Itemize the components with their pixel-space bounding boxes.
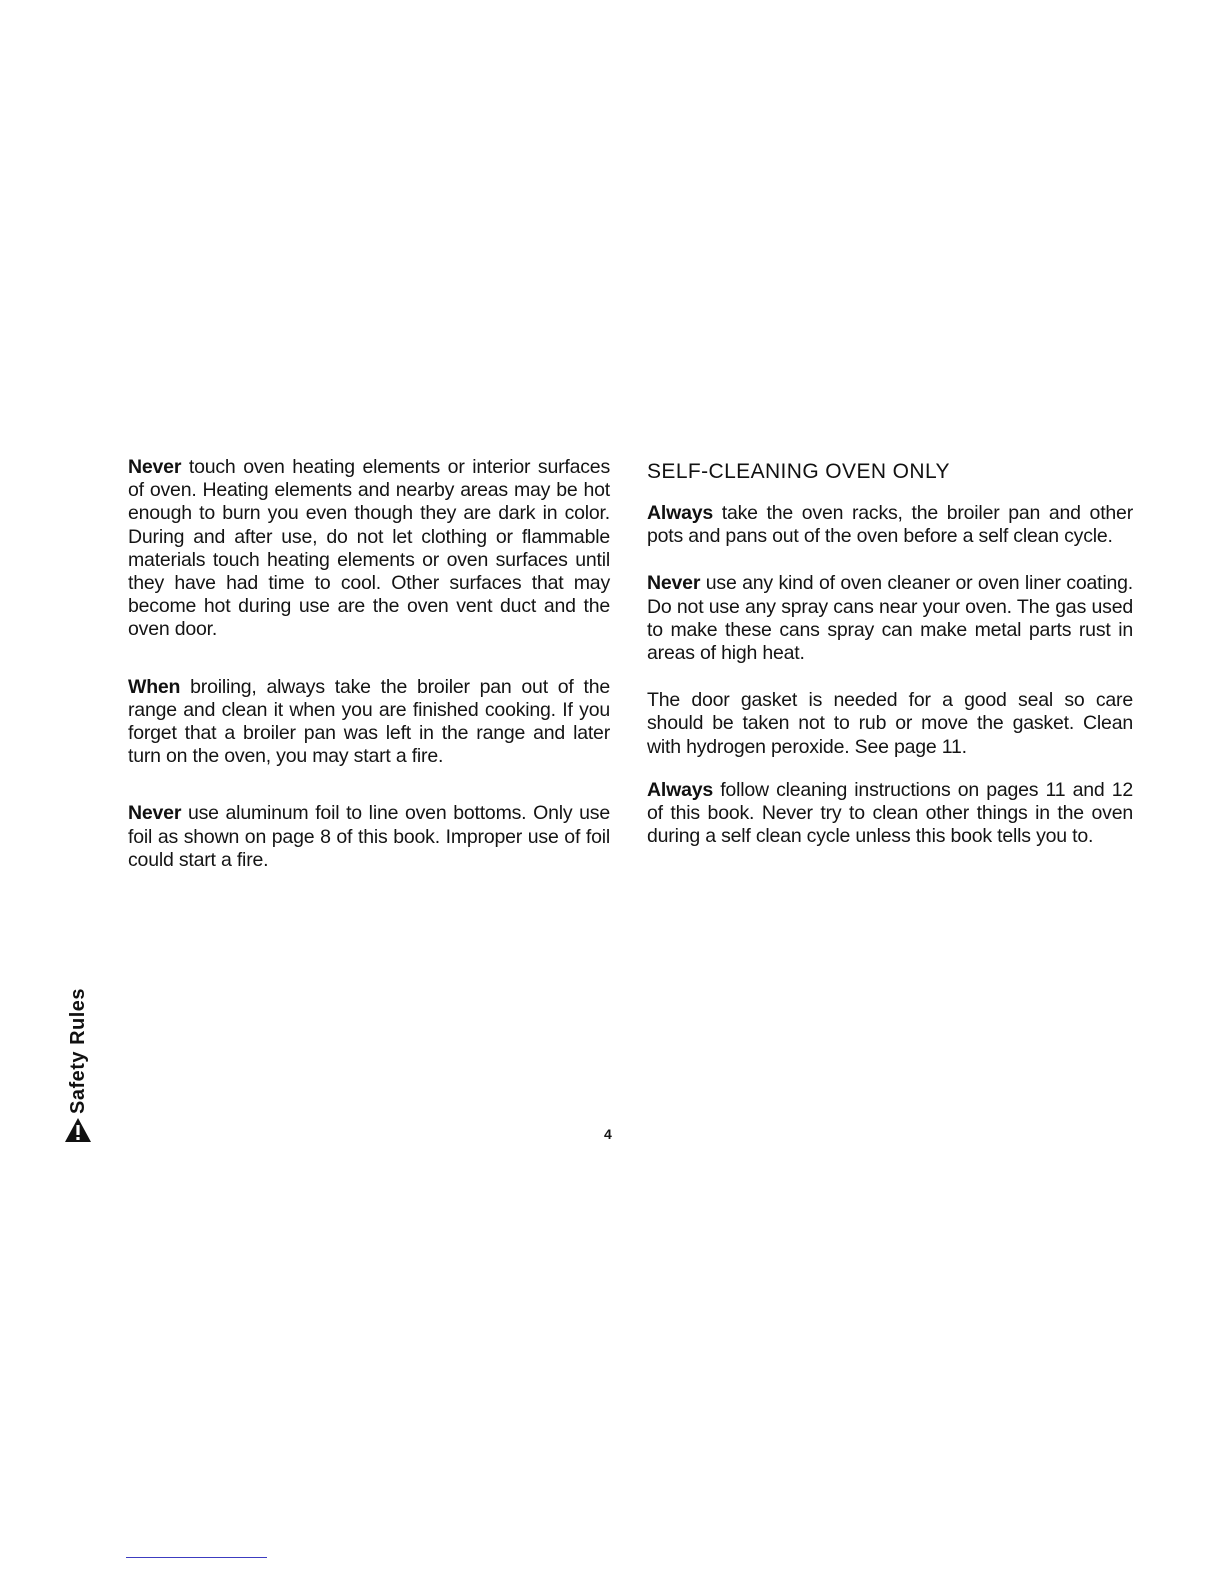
- paragraph-text: take the oven racks, the broiler pan and other pots and pans out of the oven before a self clean cycle.: [647, 502, 1133, 548]
- lead-word: Always: [647, 778, 714, 801]
- section-heading: SELF-CLEANING OVEN ONLY: [647, 460, 950, 483]
- warning-triangle-icon: [64, 1116, 92, 1144]
- lead-word: Never: [128, 456, 182, 478]
- paragraph-always-remove-racks: [647, 502, 1133, 548]
- paragraph-text: touch oven heating elements or interior surfaces of oven. Heating elements and nearby areas may be hot enough to burn you even though they are dark in color. During and after use, do not let clothing or flammable materials touch heating elements or oven surfaces until they have had time to cool. Other surfaces that may become hot during use are the oven vent duct and the oven door.: [128, 456, 610, 641]
- footer-divider: [126, 1557, 267, 1558]
- right-column: [647, 456, 1133, 872]
- page-number: 4: [604, 1126, 612, 1142]
- lead-word: Always: [647, 502, 714, 524]
- paragraph-text: broiling, always take the broiler pan out of the range and clean it when you are finished cooking. If you forget that a broiler pan was left in the range and later turn on the oven, you may start a fire.: [128, 675, 610, 768]
- paragraph-door-gasket: [647, 689, 1133, 759]
- side-tab-label: Safety Rules: [66, 987, 89, 1114]
- lead-word: When: [128, 675, 181, 698]
- paragraph-text: The door gasket is needed for a good seal so care should be taken not to rub or move the gasket. Clean with hydrogen peroxide. See page 11.: [647, 689, 1133, 758]
- paragraph-always-follow-instructions: [647, 779, 1133, 849]
- paragraph-never-touch-heating-elements: [128, 456, 610, 642]
- paragraph-text: follow cleaning instructions on pages 11 and 12 of this book. Never try to clean other things in the oven during a self clean cycle unless this book tells you to.: [647, 778, 1133, 848]
- paragraph-when-broiling: [128, 676, 610, 769]
- paragraph-text: use aluminum foil to line oven bottoms. Only use foil as shown on page 8 of this book. Improper use of foil could start a fire.: [128, 802, 610, 871]
- left-column: [128, 456, 610, 906]
- paragraph-text: use any kind of oven cleaner or oven liner coating. Do not use any spray cans near your oven. The gas used to make these cans spray can make metal parts rust in areas of high heat.: [647, 572, 1133, 665]
- side-tab: [62, 964, 94, 1144]
- lead-word: Never: [647, 572, 701, 595]
- lead-word: Never: [128, 802, 182, 825]
- paragraph-never-use-aluminum-foil: [128, 802, 610, 872]
- paragraph-never-use-oven-cleaner: [647, 572, 1133, 665]
